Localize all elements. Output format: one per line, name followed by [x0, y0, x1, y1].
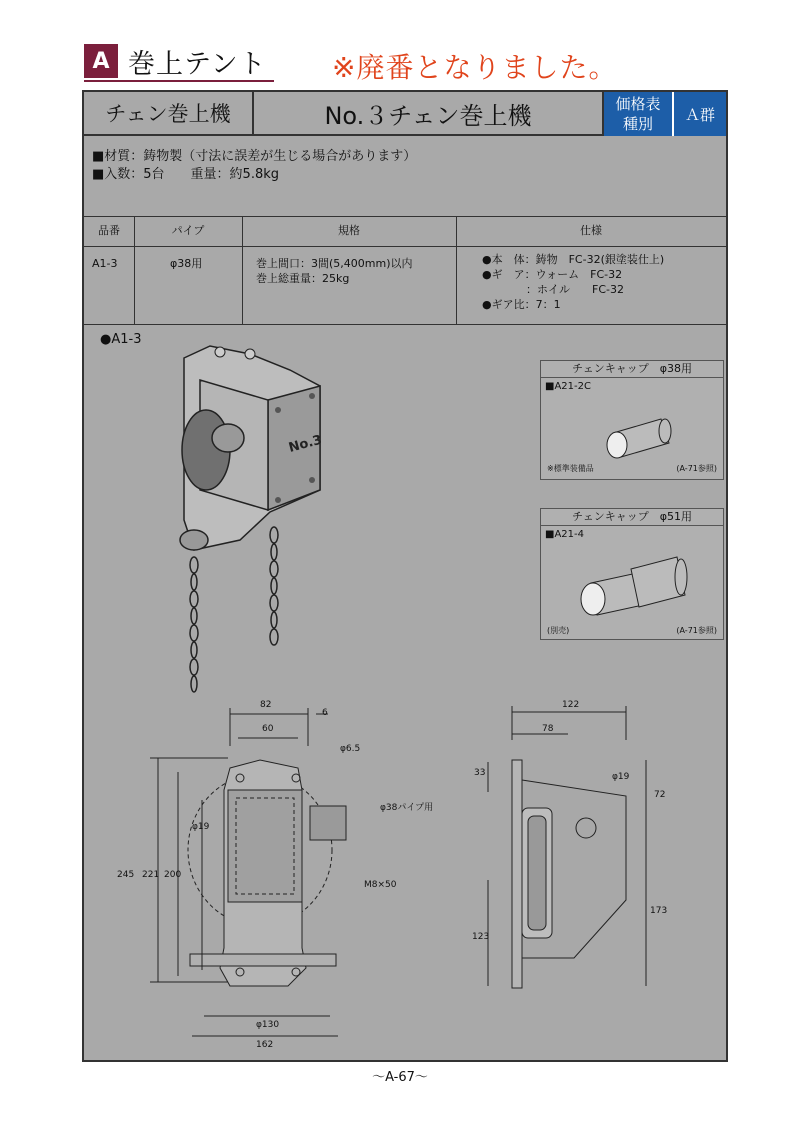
dim-162: 162 — [256, 1040, 274, 1050]
table-top-rule — [84, 216, 726, 217]
side-view-drawing — [470, 700, 670, 1020]
price-type-label — [604, 92, 674, 136]
product-name: No.３チェン巻上機 — [254, 92, 604, 134]
dim-33: 33 — [474, 768, 486, 778]
table-header-spec: 規格 — [338, 224, 360, 237]
table-header-detail: 仕様 — [580, 224, 602, 237]
table-header-pipe: パイプ — [171, 224, 205, 237]
cap-note-left: ※標準装備品 — [547, 464, 594, 473]
cap-drawing — [577, 559, 697, 619]
dim-19a: φ19 — [192, 822, 210, 832]
price-label-1: 価格表 — [615, 95, 661, 113]
cap-note-right: (A-71参照) — [676, 626, 717, 635]
table-header-rule — [84, 246, 726, 247]
dim-60: 60 — [262, 724, 274, 734]
cap-code: ■A21-4 — [545, 529, 584, 540]
dim-6: 6 — [322, 708, 328, 718]
price-group: Ａ群 — [674, 92, 726, 136]
table-cell-spec: 巻上間口：3間(5,400mm)以内 巻上総重量：25kg — [256, 257, 413, 285]
dim-123: 123 — [472, 932, 490, 942]
discontinued-notice: ※廃番となりました。 — [332, 51, 618, 84]
dim-200: 200 — [164, 870, 182, 880]
chain-cap-38 — [540, 360, 724, 480]
table-cell-pipe: φ38用 — [170, 257, 203, 270]
cap-code: ■A21-2C — [545, 381, 591, 392]
cap-drawing — [601, 411, 681, 461]
cap-title: チェンキャップ φ51用 — [541, 509, 723, 526]
cap-note-right: (A-71参照) — [676, 464, 717, 473]
price-label-2: 種別 — [622, 115, 653, 133]
table-cell-detail: ●本 体：鋳物 FC-32(銀塗装仕上) ●ギ ア：ウォーム FC-32 ：ホイル FC-32 ●ギア比：7：1 — [482, 253, 665, 311]
dim-78: 78 — [542, 724, 554, 734]
figure-label: ●A1-3 — [100, 332, 142, 347]
product-category: チェン巻上機 — [84, 92, 254, 134]
dim-173: 173 — [650, 906, 668, 916]
section-rule — [84, 80, 274, 82]
dim-130: φ130 — [256, 1020, 280, 1030]
body-text: No.3 — [287, 432, 324, 456]
table-bottom-rule — [84, 324, 726, 325]
dim-122: 122 — [562, 700, 580, 710]
materials-line-2: ■入数：5台 重量：約5.8kg — [92, 167, 280, 182]
dim-19b: φ19 — [612, 772, 630, 782]
dim-82: 82 — [260, 700, 272, 710]
page-number: ～A-67～ — [372, 1070, 428, 1085]
pipe-note: φ38パイプ用 — [380, 803, 434, 813]
section-badge: A — [84, 44, 118, 78]
dim-221: 221 — [142, 870, 160, 880]
chain-right — [270, 527, 278, 645]
table-cell-code: A1-3 — [92, 257, 118, 270]
dim-m8: M8×50 — [364, 880, 397, 890]
section-title: 巻上テント — [128, 49, 267, 80]
chain-cap-51 — [540, 508, 724, 640]
table-header-code: 品番 — [98, 224, 120, 237]
winch-illustration — [170, 340, 340, 710]
dim-72: 72 — [654, 790, 666, 800]
cap-note-left: (別売) — [547, 626, 570, 635]
dim-65: φ6.5 — [340, 744, 361, 754]
dim-245: 245 — [117, 870, 135, 880]
materials-line-1: ■材質：鋳物製（寸法に誤差が生じる場合があります） — [92, 149, 417, 164]
cap-title: チェンキャップ φ38用 — [541, 361, 723, 378]
chain-left — [190, 557, 198, 692]
